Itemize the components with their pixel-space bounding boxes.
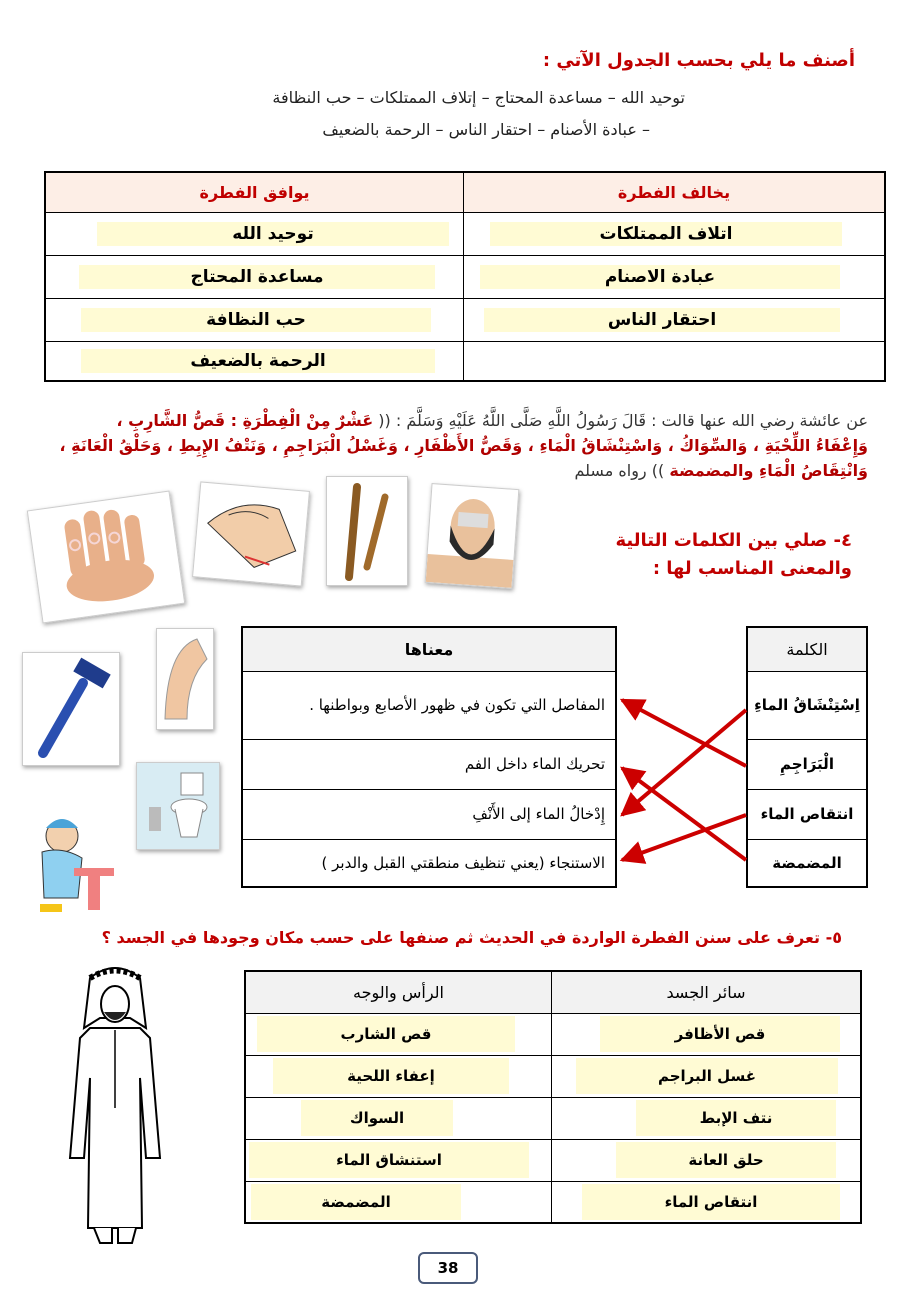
toilet-image bbox=[136, 762, 220, 850]
section3-items-line1: توحيد الله – مساعدة المحتاج – إتلاف الممتلكات – حب النظافة bbox=[272, 88, 685, 107]
section3-title: أصنف ما يلي بحسب الجدول الآتي : bbox=[542, 50, 855, 71]
table-cell bbox=[464, 212, 886, 255]
word-cell: اِسْتِنْشَاقُ الماءِ bbox=[747, 671, 867, 739]
hadith-intro: عن عائشة رضي الله عنها قالت : bbox=[651, 411, 868, 430]
answer-cell: إعفاء اللحية bbox=[273, 1058, 509, 1094]
answer-cell: حلق العانة bbox=[616, 1142, 836, 1178]
section4-title-line1: ٤- صلي بين الكلمات التالية bbox=[615, 530, 852, 551]
hadith-line2: وَإِعْفَاءُ اللِّحْيَةِ ، وَالسِّوَاكُ ، وَاسْتِنْشَاقُ الْمَاءِ ، وَقَصُّ الأَظْفَارِ ، وَغَسْلُ الْبَرَاجِمِ ، وَنَتْفُ الإِبِطِ ، وَحَلْقُ الْعَانَةِ ، bbox=[59, 436, 868, 455]
answer-cell: قص الشارب bbox=[257, 1016, 515, 1052]
header-against-fitrah: يخالف الفطرة bbox=[464, 172, 886, 212]
hadith-line1-red: عَشْرٌ مِنْ الْفِطْرَةِ : قَصُّ الشَّارِبِ ، bbox=[116, 411, 374, 430]
table-cell bbox=[464, 298, 886, 341]
table-cell bbox=[552, 1013, 862, 1055]
hadith-line3-end: )) رواه مسلم bbox=[574, 461, 665, 480]
header-head-face: الرأس والوجه bbox=[245, 971, 552, 1013]
answer-cell: انتقاص الماء bbox=[582, 1184, 840, 1220]
word-cell: الْبَرَاجِمِ bbox=[747, 739, 867, 789]
classification-table bbox=[44, 171, 886, 382]
section3-items-line2: – عبادة الأصنام – احتقار الناس – الرحمة بالضعيف bbox=[322, 120, 650, 139]
matching-arrows bbox=[600, 680, 760, 880]
arrow-line bbox=[622, 700, 746, 766]
meaning-cell: المفاصل التي تكون في ظهور الأصابع وبواطنها . bbox=[242, 671, 616, 739]
answer-cell: استنشاق الماء bbox=[249, 1142, 529, 1178]
table-cell bbox=[245, 1097, 552, 1139]
page-number: 38 bbox=[418, 1252, 478, 1284]
table-cell bbox=[245, 1181, 552, 1223]
table-cell bbox=[245, 1139, 552, 1181]
hadith-block bbox=[38, 408, 868, 483]
arrow-line bbox=[622, 815, 746, 860]
armpit-small-image bbox=[156, 628, 214, 730]
answer-cell: اتلاف الممتلكات bbox=[490, 222, 842, 246]
answer-cell: الرحمة بالضعيف bbox=[81, 349, 435, 373]
answer-cell: المضمضة bbox=[251, 1184, 461, 1220]
meaning-cell: تحريك الماء داخل الفم bbox=[242, 739, 616, 789]
table-cell bbox=[45, 212, 464, 255]
answer-cell: احتقار الناس bbox=[484, 308, 840, 332]
answer-cell: السواك bbox=[301, 1100, 453, 1136]
word-cell: المضمضة bbox=[747, 839, 867, 887]
hadith-line3-red: وَانْتِقَاصُ الْمَاءِ والمضمضة bbox=[669, 461, 868, 480]
answer-cell: عبادة الاصنام bbox=[480, 265, 840, 289]
meaning-cell: الاستنجاء (يعني تنظيف منطقتي القبل والدبر ) bbox=[242, 839, 616, 887]
table-cell bbox=[552, 1181, 862, 1223]
table-cell bbox=[245, 1055, 552, 1097]
man-figure-image bbox=[60, 958, 170, 1248]
table-cell bbox=[45, 341, 464, 381]
table-cell bbox=[45, 255, 464, 298]
armpit-image bbox=[192, 481, 310, 586]
beard-man-image bbox=[425, 483, 520, 589]
arrow-line bbox=[622, 710, 746, 815]
washing-man-image bbox=[22, 808, 122, 916]
table-cell bbox=[552, 1139, 862, 1181]
table-cell bbox=[552, 1097, 862, 1139]
table-cell bbox=[464, 255, 886, 298]
arrow-line bbox=[622, 768, 746, 860]
meaning-header: معناها bbox=[242, 627, 616, 671]
answer-cell: نتف الإبط bbox=[636, 1100, 836, 1136]
table-cell bbox=[464, 341, 886, 381]
answer-cell: حب النظافة bbox=[81, 308, 431, 332]
sunnah-table bbox=[244, 970, 862, 1224]
miswak-image bbox=[326, 476, 408, 586]
words-table bbox=[746, 626, 868, 888]
fingers-image bbox=[27, 491, 185, 624]
table-cell bbox=[45, 298, 464, 341]
meanings-table bbox=[241, 626, 617, 888]
section4-title-line2: والمعنى المناسب لها : bbox=[652, 558, 852, 579]
answer-cell: توحيد الله bbox=[97, 222, 449, 246]
word-cell: انتقاص الماء bbox=[747, 789, 867, 839]
header-agrees-fitrah: يوافق الفطرة bbox=[45, 172, 464, 212]
table-cell bbox=[245, 1013, 552, 1055]
section5-title: ٥- تعرف على سنن الفطرة الواردة في الحديث ثم صنفها على حسب مكان وجودها في الجسد ؟ bbox=[101, 928, 842, 947]
hadith-line1: قَالَ رَسُولُ اللَّهِ صَلَّى اللَّهُ عَلَيْهِ وَسَلَّمَ : (( bbox=[378, 411, 646, 430]
razor-image bbox=[22, 652, 120, 766]
table-cell bbox=[552, 1055, 862, 1097]
answer-cell: غسل البراجم bbox=[576, 1058, 838, 1094]
answer-cell: مساعدة المحتاج bbox=[79, 265, 435, 289]
word-header: الكلمة bbox=[747, 627, 867, 671]
header-rest-of-body: سائر الجسد bbox=[552, 971, 862, 1013]
meaning-cell: إِدْخالُ الماء إلى الأَنْفِ bbox=[242, 789, 616, 839]
answer-cell: قص الأظافر bbox=[600, 1016, 840, 1052]
